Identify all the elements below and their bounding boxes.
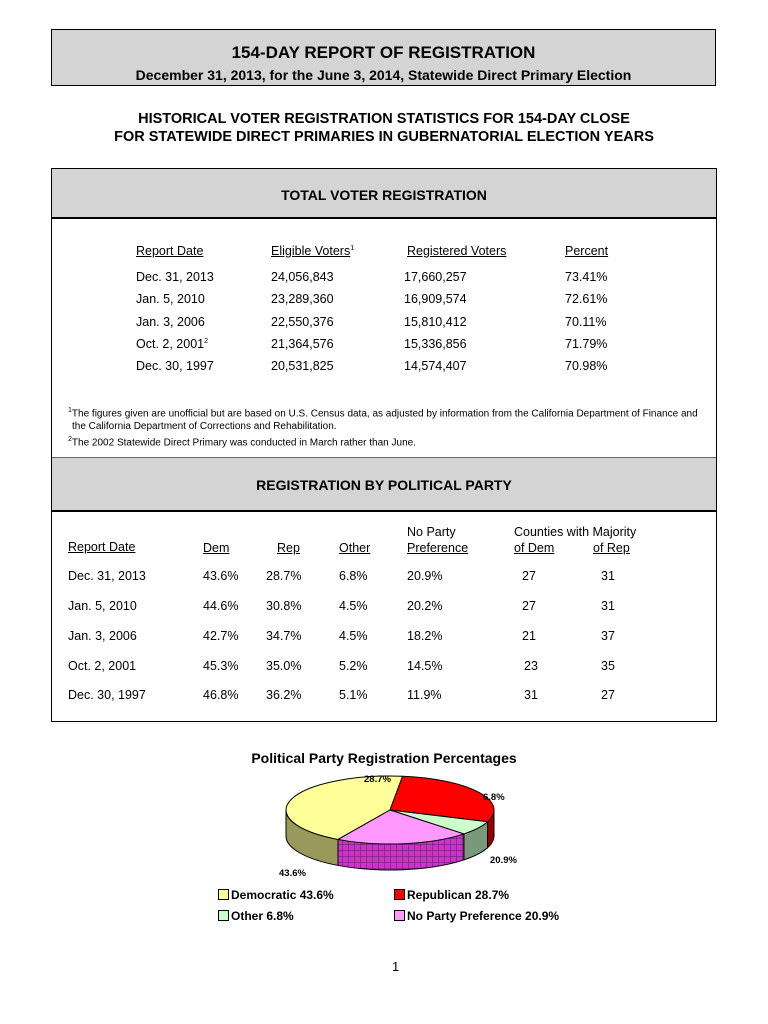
legend-other — [218, 909, 294, 923]
footnote-1-text-b: the California Department of Corrections and Rehabilitation. — [72, 421, 337, 433]
party-row-npp: 11.9% — [407, 688, 442, 702]
total-row-date: Jan. 5, 2010 — [136, 292, 205, 306]
party-row-counties-rep: 35 — [601, 659, 615, 673]
divider — [52, 510, 716, 512]
legend-republican — [394, 888, 509, 902]
party-row-rep: 30.8% — [266, 599, 302, 613]
col-of-dem: of Dem — [514, 541, 555, 555]
report-header — [51, 29, 716, 86]
footnote-1-marker: 1 — [68, 407, 72, 414]
total-row-eligible: 22,550,376 — [271, 315, 334, 329]
total-row-date: Dec. 31, 2013 — [136, 270, 214, 284]
party-row-npp: 20.9% — [407, 569, 443, 583]
party-row-dem: 44.6% — [203, 599, 239, 613]
party-row-date: Jan. 3, 2006 — [68, 629, 137, 643]
pie-tops — [286, 776, 494, 844]
legend-democratic — [218, 888, 334, 902]
col-of-rep: of Rep — [593, 541, 630, 555]
pie-label-democratic: 43.6% — [279, 868, 306, 879]
total-row-percent: 70.11% — [565, 315, 607, 329]
party-row-rep: 35.0% — [266, 659, 302, 673]
total-row-percent: 71.79% — [565, 337, 608, 351]
party-row-npp: 14.5% — [407, 659, 443, 673]
footnote-1-text-a: The figures given are unofficial but are based on U.S. Census data, as adjusted by information from the California Department of Finance and — [71, 408, 698, 420]
legend-democratic-label: Democratic 43.6% — [231, 888, 334, 902]
total-row-eligible: 23,289,360 — [271, 292, 334, 306]
total-row-registered: 17,660,257 — [404, 270, 467, 284]
party-registration-band — [52, 458, 716, 510]
legend-republican-label: Republican 28.7% — [407, 888, 510, 902]
col-rep: Rep — [277, 541, 300, 555]
footnote-ref: 1 — [350, 244, 355, 252]
total-row-percent: 73.41% — [565, 270, 608, 284]
total-row-eligible: 21,364,576 — [271, 337, 334, 351]
party-row-other: 5.2% — [339, 659, 368, 673]
party-row-date: Dec. 31, 2013 — [68, 569, 146, 583]
total-row-registered: 16,909,574 — [404, 292, 467, 306]
total-row-registered: 15,336,856 — [404, 337, 467, 351]
party-row-counties-dem: 31 — [524, 688, 538, 702]
col-counties-majority: Counties with Majority — [514, 525, 637, 539]
total-registration-band — [52, 169, 716, 217]
party-row-counties-rep: 27 — [601, 688, 615, 702]
col-npp-top: No Party — [407, 525, 456, 539]
party-row-other: 4.5% — [339, 599, 368, 613]
pie-label-npp: 20.9% — [490, 855, 517, 866]
total-row-date: Oct. 2, 2001 — [136, 337, 205, 351]
col-dem: Dem — [203, 541, 230, 555]
col-npp: Preference — [407, 541, 469, 555]
legend-swatch-democratic — [218, 889, 229, 900]
divider — [52, 217, 716, 219]
total-row-percent: 70.98% — [565, 359, 608, 373]
footnote-ref: 2 — [204, 337, 209, 345]
party-row-other: 4.5% — [339, 629, 368, 643]
col-percent: Percent — [565, 244, 609, 258]
footnote-2-text: The 2002 Statewide Direct Primary was conducted in March rather than June. — [71, 437, 416, 449]
total-row-date-cell — [136, 337, 208, 351]
total-row-registered: 15,810,412 — [404, 315, 467, 329]
party-row-dem: 43.6% — [203, 569, 239, 583]
footnote-2-marker: 2 — [68, 436, 72, 444]
legend-swatch-npp — [394, 910, 405, 921]
party-row-dem: 42.7% — [203, 629, 239, 643]
party-row-rep: 34.7% — [266, 629, 302, 643]
col-eligible-voters-label: Eligible Voters — [271, 244, 351, 258]
party-row-dem: 46.8% — [203, 688, 239, 702]
party-row-date: Oct. 2, 2001 — [68, 659, 137, 673]
col-report-date: Report Date — [68, 540, 136, 554]
col-registered-voters: Registered Voters — [407, 244, 507, 258]
party-row-counties-dem: 27 — [522, 569, 536, 583]
total-row-eligible: 24,056,843 — [271, 270, 334, 284]
party-row-counties-dem: 27 — [522, 599, 536, 613]
legend-swatch-republican — [394, 889, 405, 900]
pie-label-republican: 28.7% — [364, 774, 391, 785]
col-eligible-voters — [271, 244, 354, 258]
page-number: 1 — [392, 959, 400, 974]
col-other: Other — [339, 541, 371, 555]
historical-heading-line2: FOR STATEWIDE DIRECT PRIMARIES IN GUBERNATORIAL ELECTION YEARS — [114, 129, 654, 145]
party-registration-title: REGISTRATION BY POLITICAL PARTY — [256, 477, 512, 493]
party-row-date: Jan. 5, 2010 — [68, 599, 137, 613]
total-row-registered: 14,574,407 — [404, 359, 467, 373]
party-pie-chart — [270, 772, 510, 882]
party-row-other: 6.8% — [339, 569, 368, 583]
legend-swatch-other — [218, 910, 229, 921]
party-row-counties-rep: 37 — [601, 629, 615, 643]
total-row-percent: 72.61% — [565, 292, 608, 306]
party-row-npp: 20.2% — [407, 599, 443, 613]
party-row-date: Dec. 30, 1997 — [68, 688, 146, 702]
pie-label-other: 6.8% — [483, 792, 505, 803]
footnote-1 — [68, 404, 708, 450]
report-title: 154-DAY REPORT OF REGISTRATION — [231, 43, 536, 62]
total-row-date: Dec. 30, 1997 — [136, 359, 214, 373]
party-row-rep: 28.7% — [266, 569, 302, 583]
party-row-dem: 45.3% — [203, 659, 239, 673]
total-row-eligible: 20,531,825 — [271, 359, 334, 373]
historical-heading-line1: HISTORICAL VOTER REGISTRATION STATISTICS FOR 154-DAY CLOSE — [138, 111, 630, 127]
party-row-counties-dem: 23 — [524, 659, 538, 673]
total-registration-title: TOTAL VOTER REGISTRATION — [281, 187, 487, 203]
party-row-counties-rep: 31 — [601, 569, 615, 583]
party-row-npp: 18.2% — [407, 629, 443, 643]
party-row-other: 5.1% — [339, 688, 368, 702]
legend-npp-label: No Party Preference 20.9% — [407, 909, 560, 923]
chart-title: Political Party Registration Percentages — [251, 750, 517, 766]
col-report-date: Report Date — [136, 244, 204, 258]
party-row-counties-dem: 21 — [522, 629, 536, 643]
party-row-rep: 36.2% — [266, 688, 302, 702]
legend-npp — [394, 909, 559, 923]
party-row-counties-rep: 31 — [601, 599, 615, 613]
total-row-date: Jan. 3, 2006 — [136, 315, 205, 329]
report-subtitle: December 31, 2013, for the June 3, 2014, Statewide Direct Primary Election — [135, 67, 632, 83]
legend-other-label: Other 6.8% — [231, 909, 294, 923]
